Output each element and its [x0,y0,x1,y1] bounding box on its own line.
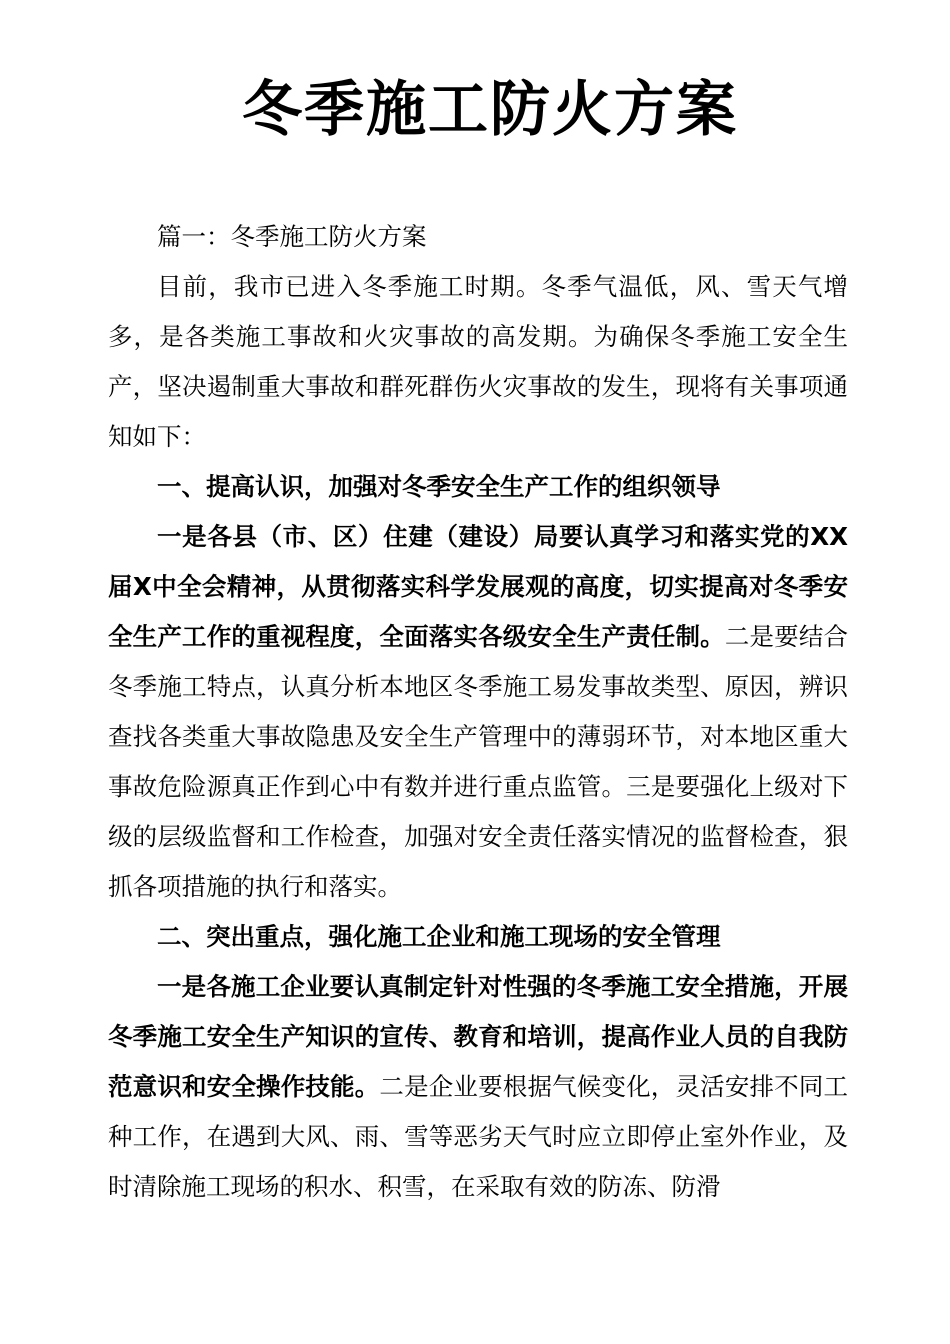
section1-paragraph [108,512,848,912]
section2-heading: 二、突出重点，强化施工企业和施工现场的安全管理 [157,922,721,951]
document-body [108,212,848,1212]
section2-bold-text: 一是各施工企业要认真制定针对性强的冬季施工安全措施，开展冬季施工安全生产知识的宣传、教育和培训，提高作业人员的自我防范意识和安全操作技能。 [108,972,848,1101]
section1-bold-text: 一是各县（市、区）住建（建设）局要认真学习和落实党的XX届X中全会精神，从贯彻落实科学发展观的高度，切实提高对冬季安全生产工作的重视程度，全面落实各级安全生产责任制。 [108,522,848,651]
section2-normal-text: 二是企业要根据气候变化，灵活安排不同工种工作，在遇到大风、雨、雪等恶劣天气时应立即停止室外作业，及时清除施工现场的积水、积雪，在采取有效的防冻、防滑 [108,1072,849,1201]
section1-heading: 一、提高认识，加强对冬季安全生产工作的组织领导 [157,472,721,501]
section2-paragraph [108,962,848,1212]
document-subtitle: 篇一：冬季施工防火方案 [157,222,427,251]
document-title: 冬季施工防火方案 [242,75,738,145]
section1-normal-text: 二是要结合冬季施工特点，认真分析本地区冬季施工易发事故类型、原因，辨识查找各类重大事故隐患及安全生产管理中的薄弱环节，对本地区重大事故危险源真正作到心中有数并进行重点监管。三是要强化上级对下级的层级监督和工作检查，加强对安全责任落实情况的监督检查，狠抓各项措施的执行和落实。 [108,622,849,901]
intro-paragraph: 目前，我市已进入冬季施工时期。冬季气温低，风、雪天气增多，是各类施工事故和火灾事故的高发期。为确保冬季施工安全生产，坚决遏制重大事故和群死群伤火灾事故的发生，现将有关事项通知如下： [108,272,848,451]
